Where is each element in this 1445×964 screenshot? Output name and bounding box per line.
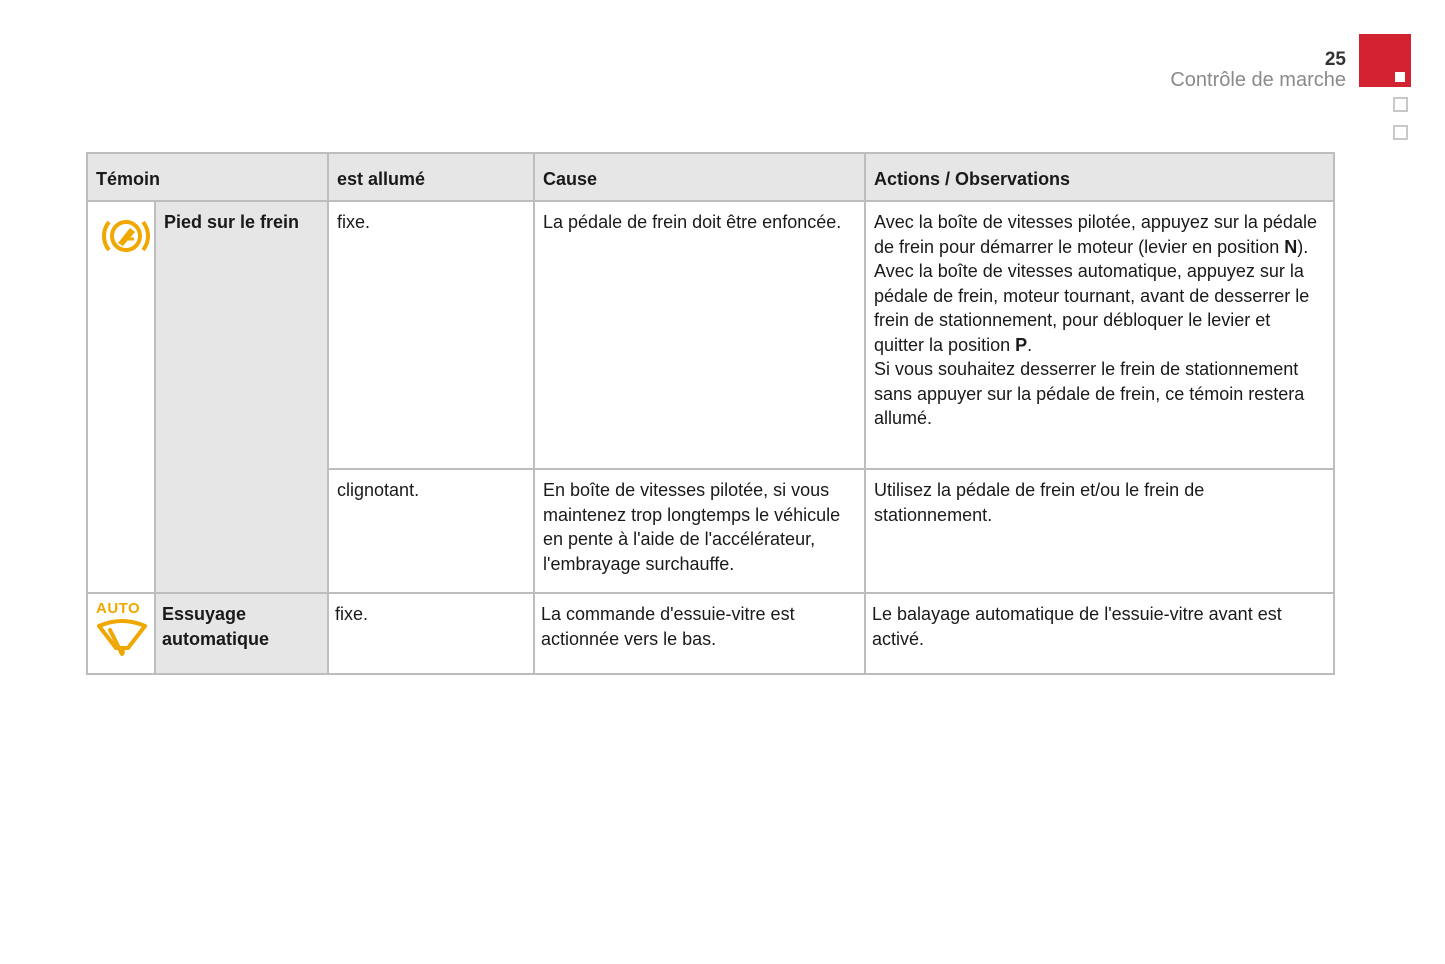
table-row <box>87 201 1334 469</box>
table-header-row <box>87 153 1334 201</box>
lamp-name-cell: Essuyage automatique <box>155 593 328 674</box>
state-cell: fixe. <box>328 593 534 674</box>
warning-lamp-table <box>86 152 1335 675</box>
chapter-tab-box <box>1393 97 1408 112</box>
lamp-name-cell: Pied sur le frein <box>155 201 328 593</box>
table-row <box>87 593 1334 674</box>
cause-cell: En boîte de vitesses pilotée, si vous maintenez trop longtemps le véhicule en pente à l'aide de l'accélérateur, l'embrayage surchauffe. <box>534 469 865 593</box>
brake-pedal-warning-icon <box>96 246 156 266</box>
header-est-allume: est allumé <box>328 153 534 201</box>
actions-text: Avec la boîte de vitesses automatique, appuyez sur la pédale de frein, moteur tournant, avant de desserrer le frein de stationnement, pour débloquer le levier et quitter la position <box>874 261 1310 355</box>
auto-wiper-icon <box>96 642 148 662</box>
actions-text: Avec la boîte de vitesses pilotée, appuyez sur la pédale de frein pour démarrer le moteur (levier en position <box>874 212 1317 257</box>
auto-label: AUTO <box>96 600 141 617</box>
actions-cell: Le balayage automatique de l'essuie-vitre avant est activé. <box>865 593 1334 674</box>
gear-position-n: N <box>1284 236 1298 257</box>
state-cell: clignotant. <box>328 469 534 593</box>
gear-position-p: P <box>1015 334 1028 355</box>
icon-cell <box>87 593 155 674</box>
chapter-tab-box <box>1393 125 1408 140</box>
header-actions: Actions / Observations <box>865 153 1334 201</box>
page-number: 25 <box>1324 49 1346 70</box>
actions-text: . <box>1027 334 1033 355</box>
section-title: Contrôle de marche <box>1170 69 1346 91</box>
header-cause: Cause <box>534 153 865 201</box>
actions-text: ). <box>1297 236 1309 257</box>
chapter-tab-active <box>1359 34 1411 87</box>
icon-cell <box>87 201 155 593</box>
cause-cell: La pédale de frein doit être enfoncée. <box>534 201 865 469</box>
state-cell: fixe. <box>328 201 534 469</box>
header-temoin: Témoin <box>87 153 328 201</box>
actions-cell <box>865 201 1334 469</box>
cause-cell: La commande d'essuie-vitre est actionnée vers le bas. <box>534 593 865 674</box>
chapter-tab-dot <box>1395 72 1405 82</box>
actions-cell: Utilisez la pédale de frein et/ou le frein de stationnement. <box>865 469 1334 593</box>
actions-text: Si vous souhaitez desserrer le frein de stationnement sans appuyer sur la pédale de frein, ce témoin restera allumé. <box>874 359 1305 428</box>
